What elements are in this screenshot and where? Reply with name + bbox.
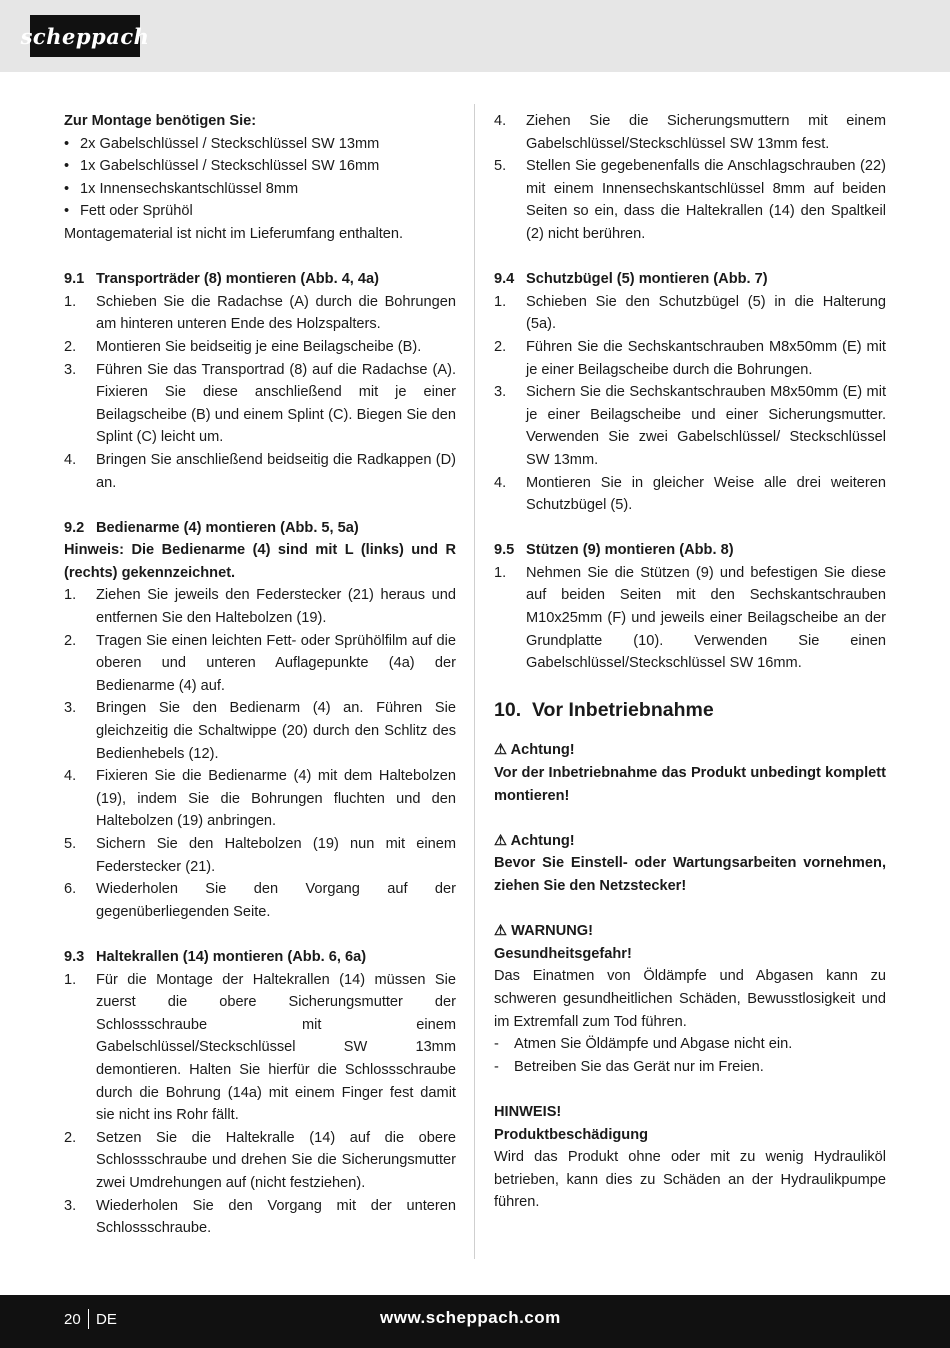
step xyxy=(64,291,456,336)
tools-heading: Zur Montage benötigen Sie: xyxy=(64,113,257,129)
warning-label: ⚠ WARNUNG! xyxy=(494,923,594,940)
notice-text: Wird das Produkt ohne oder mit zu wenig Hydrauliköl betrieben, kann dies zu Schäden an der Hydraulikpumpe führen. xyxy=(494,1149,886,1211)
step-text: Schieben Sie den Schutzbügel (5) in die Halterung (5a). xyxy=(526,293,886,333)
section-9-1 xyxy=(64,268,456,494)
tool-item: • 1x Gabelschlüssel / Steckschlüssel SW 16mm xyxy=(64,155,456,178)
tool-item: • 2x Gabelschlüssel / Steckschlüssel SW 13mm xyxy=(64,133,456,156)
step xyxy=(64,630,456,698)
section-9-3-continued xyxy=(494,110,886,246)
item-text: Atmen Sie Öldämpfe und Abgase nicht ein. xyxy=(514,1036,793,1053)
step xyxy=(64,336,456,359)
step xyxy=(64,1127,456,1195)
step-text: Wiederholen Sie den Vorgang mit der unteren Schlossschraube. xyxy=(96,1197,456,1237)
page-footer xyxy=(0,1295,950,1348)
section-9-2 xyxy=(64,517,456,924)
step xyxy=(64,359,456,449)
step-number: 2. xyxy=(64,1129,77,1146)
step-text: Führen Sie die Sechskantschrauben M8x50mm (E) mit je einer Beilagscheibe durch die Bohrungen. xyxy=(526,338,886,378)
section-9-5 xyxy=(494,539,886,675)
section-number: 9.1 xyxy=(64,271,85,288)
section-hint: Hinweis: Die Bedienarme (4) sind mit L (links) und R (rechts) gekennzeichnet. xyxy=(64,542,456,581)
tool-item: • Fett oder Sprühöl xyxy=(64,200,456,223)
section-heading xyxy=(64,517,456,540)
dash-marker: - xyxy=(494,1058,499,1075)
step-number: 5. xyxy=(494,158,507,175)
warning-subtitle: Gesundheitsgefahr! xyxy=(494,945,632,962)
step-number: 4. xyxy=(494,474,507,491)
notice-subtitle: Produktbeschädigung xyxy=(494,1126,649,1143)
section-number: 9.3 xyxy=(64,948,85,965)
step xyxy=(494,562,886,675)
step-number: 3. xyxy=(494,384,507,401)
step-number: 4. xyxy=(64,768,77,785)
caution-text: Vor der Inbetriebnahme das Produkt unbedingt komplett montieren! xyxy=(494,765,886,804)
step-number: 6. xyxy=(64,881,77,898)
step xyxy=(64,449,456,494)
section-9-4 xyxy=(494,268,886,517)
section-heading xyxy=(494,539,886,562)
step-text: Für die Montage der Haltekrallen (14) müssen Sie zuerst die obere Sicherungsmutter der Schlossschraube mit einem Gabelschlüssel/Steckschlüssel SW 13mm demontieren. Halten Sie hierfür die Schlossschraube durch die Bohrung (14a) mit einem Finger fest damit sie nicht ins Rohr fällt. xyxy=(96,971,456,1124)
section-heading xyxy=(494,268,886,291)
section-title: Haltekrallen (14) montieren (Abb. 6, 6a) xyxy=(96,948,367,965)
page-number: 20 xyxy=(64,1311,81,1328)
step-text: Stellen Sie gegebenenfalls die Anschlagschrauben (22) mit einem Innensechskantschlüssel 8mm auf beiden Seiten so ein, dass die Haltekrallen (14) den Spaltkeil (2) nicht berühren. xyxy=(526,158,886,242)
right-column xyxy=(494,110,886,1237)
dash-marker: - xyxy=(494,1036,499,1053)
step-number: 1. xyxy=(64,587,77,604)
notice-block xyxy=(494,1101,886,1214)
caution-label: ⚠ Achtung! xyxy=(494,832,575,849)
step xyxy=(64,878,456,923)
step-text: Ziehen Sie jeweils den Federstecker (21) heraus und entfernen Sie den Haltebolzen (19). xyxy=(96,587,456,627)
notice-label: HINWEIS! xyxy=(494,1103,562,1120)
step-number: 4. xyxy=(494,113,507,129)
step xyxy=(494,336,886,381)
section-number: 9.2 xyxy=(64,519,85,536)
caution-label: ⚠ Achtung! xyxy=(494,742,575,759)
website-url: www.scheppach.com xyxy=(380,1308,561,1327)
step-number: 2. xyxy=(494,338,507,355)
warning-item xyxy=(494,1033,886,1056)
chapter-heading xyxy=(494,697,886,723)
step-text: Bringen Sie den Bedienarm (4) an. Führen Sie gleichzeitig die Schaltwippe (20) durch den Schlitz des Bedienhebels (12). xyxy=(96,700,456,762)
tools-note: Montagematerial ist nicht im Lieferumfang enthalten. xyxy=(64,225,404,242)
step-text: Sichern Sie die Sechskantschrauben M8x50mm (E) mit je einer Beilagscheibe und einer Sicherungsmutter. Verwenden Sie zwei Gabelschlüssel/ Steckschlüssel SW 13mm. xyxy=(526,384,886,468)
warning-block xyxy=(494,920,886,1078)
step-number: 1. xyxy=(494,564,507,581)
step-text: Sichern Sie den Haltebolzen (19) nun mit einem Federstecker (21). xyxy=(96,836,456,875)
step xyxy=(494,381,886,471)
section-title: Schutzbügel (5) montieren (Abb. 7) xyxy=(526,271,768,288)
caution-text: Bevor Sie Einstell- oder Wartungsarbeiten vornehmen, ziehen Sie den Netzstecker! xyxy=(494,855,886,894)
step-text: Schieben Sie die Radachse (A) durch die Bohrungen am hinteren unteren Ende des Holzspalters. xyxy=(96,293,456,333)
step xyxy=(64,833,456,878)
chapter-number: 10. xyxy=(494,699,522,722)
section-9-3 xyxy=(64,946,456,1240)
item-text: Betreiben Sie das Gerät nur im Freien. xyxy=(514,1058,764,1075)
tool-item: • 1x Innensechskantschlüssel 8mm xyxy=(64,178,456,201)
step-number: 3. xyxy=(64,361,77,378)
step-text: Setzen Sie die Haltekralle (14) auf die obere Schlossschraube und drehen Sie die Sicherungsmutter zwei Umdrehungen auf (nicht festziehen). xyxy=(96,1129,456,1191)
section-title: Transporträder (8) montieren (Abb. 4, 4a) xyxy=(96,271,380,288)
step-text: Fixieren Sie die Bedienarme (4) mit dem Haltebolzen (19), indem Sie die Bohrungen fluchten und den Haltebolzen (19) anbringen. xyxy=(96,768,456,830)
tools-needed-block xyxy=(64,110,456,246)
scheppach-logo: scheppach xyxy=(30,15,140,57)
column-divider xyxy=(474,104,475,1259)
step-number: 1. xyxy=(64,293,77,310)
section-title: Stützen (9) montieren (Abb. 8) xyxy=(526,542,734,559)
step-number: 3. xyxy=(64,700,77,717)
section-heading xyxy=(64,946,456,969)
section-heading xyxy=(64,268,456,291)
language-code: DE xyxy=(96,1311,117,1328)
step xyxy=(64,697,456,765)
footer-separator xyxy=(88,1309,89,1329)
step-text: Wiederholen Sie den Vorgang auf der gegenüberliegenden Seite. xyxy=(96,881,456,920)
step-text: Montieren Sie beidseitig je eine Beilagscheibe (B). xyxy=(96,338,422,355)
step-number: 4. xyxy=(64,451,77,468)
step-number: 1. xyxy=(64,971,77,988)
step-number: 2. xyxy=(64,632,77,649)
step-text: Nehmen Sie die Stützen (9) und befestigen Sie diese auf beiden Seiten mit den Sechskantschrauben M10x25mm (F) und jeweils einer Beilagscheibe an der Grundplatte (10). Verwenden Sie einen Gabelschlüssel/Steckschlüssel SW 16mm. xyxy=(526,564,886,672)
left-column xyxy=(64,110,456,1262)
step xyxy=(64,1195,456,1240)
section-number: 9.5 xyxy=(494,542,515,559)
section-number: 9.4 xyxy=(494,271,515,288)
section-title: Bedienarme (4) montieren (Abb. 5, 5a) xyxy=(96,519,359,536)
caution-block xyxy=(494,739,886,807)
step xyxy=(64,584,456,629)
step-text: Ziehen Sie die Sicherungsmuttern mit einem Gabelschlüssel/Steckschlüssel SW 13mm fest. xyxy=(526,113,886,152)
step-number: 3. xyxy=(64,1197,77,1214)
page-header xyxy=(0,0,950,72)
step-text: Bringen Sie anschließend beidseitig die Radkappen (D) an. xyxy=(96,451,456,491)
step-text: Montieren Sie in gleicher Weise alle drei weiteren Schutzbügel (5). xyxy=(526,474,886,514)
chapter-title: Vor Inbetriebnahme xyxy=(532,699,714,722)
caution-block xyxy=(494,830,886,898)
step-text: Führen Sie das Transportrad (8) auf die Radachse (A). Fixieren Sie diese anschließend mit je einer Beilagscheibe (B) und einem Splint (C). Biegen Sie den Splint (C) leicht um. xyxy=(96,361,456,446)
step xyxy=(494,110,886,155)
step-number: 2. xyxy=(64,338,77,355)
warning-text: Das Einatmen von Öldämpfe und Abgasen kann zu schweren gesundheitlichen Schäden, Bewusstlosigkeit und im Extremfall zum Tod führen. xyxy=(494,968,886,1030)
step-number: 5. xyxy=(64,836,77,852)
step xyxy=(494,472,886,517)
step-text: Tragen Sie einen leichten Fett- oder Sprühölfilm auf die oberen und unteren Auflagepunkte (4a) der Bedienarme (4) auf. xyxy=(96,632,456,694)
step xyxy=(64,765,456,833)
step xyxy=(494,155,886,245)
step xyxy=(64,969,456,1127)
warning-item xyxy=(494,1056,886,1079)
step-number: 1. xyxy=(494,293,507,310)
step xyxy=(494,291,886,336)
